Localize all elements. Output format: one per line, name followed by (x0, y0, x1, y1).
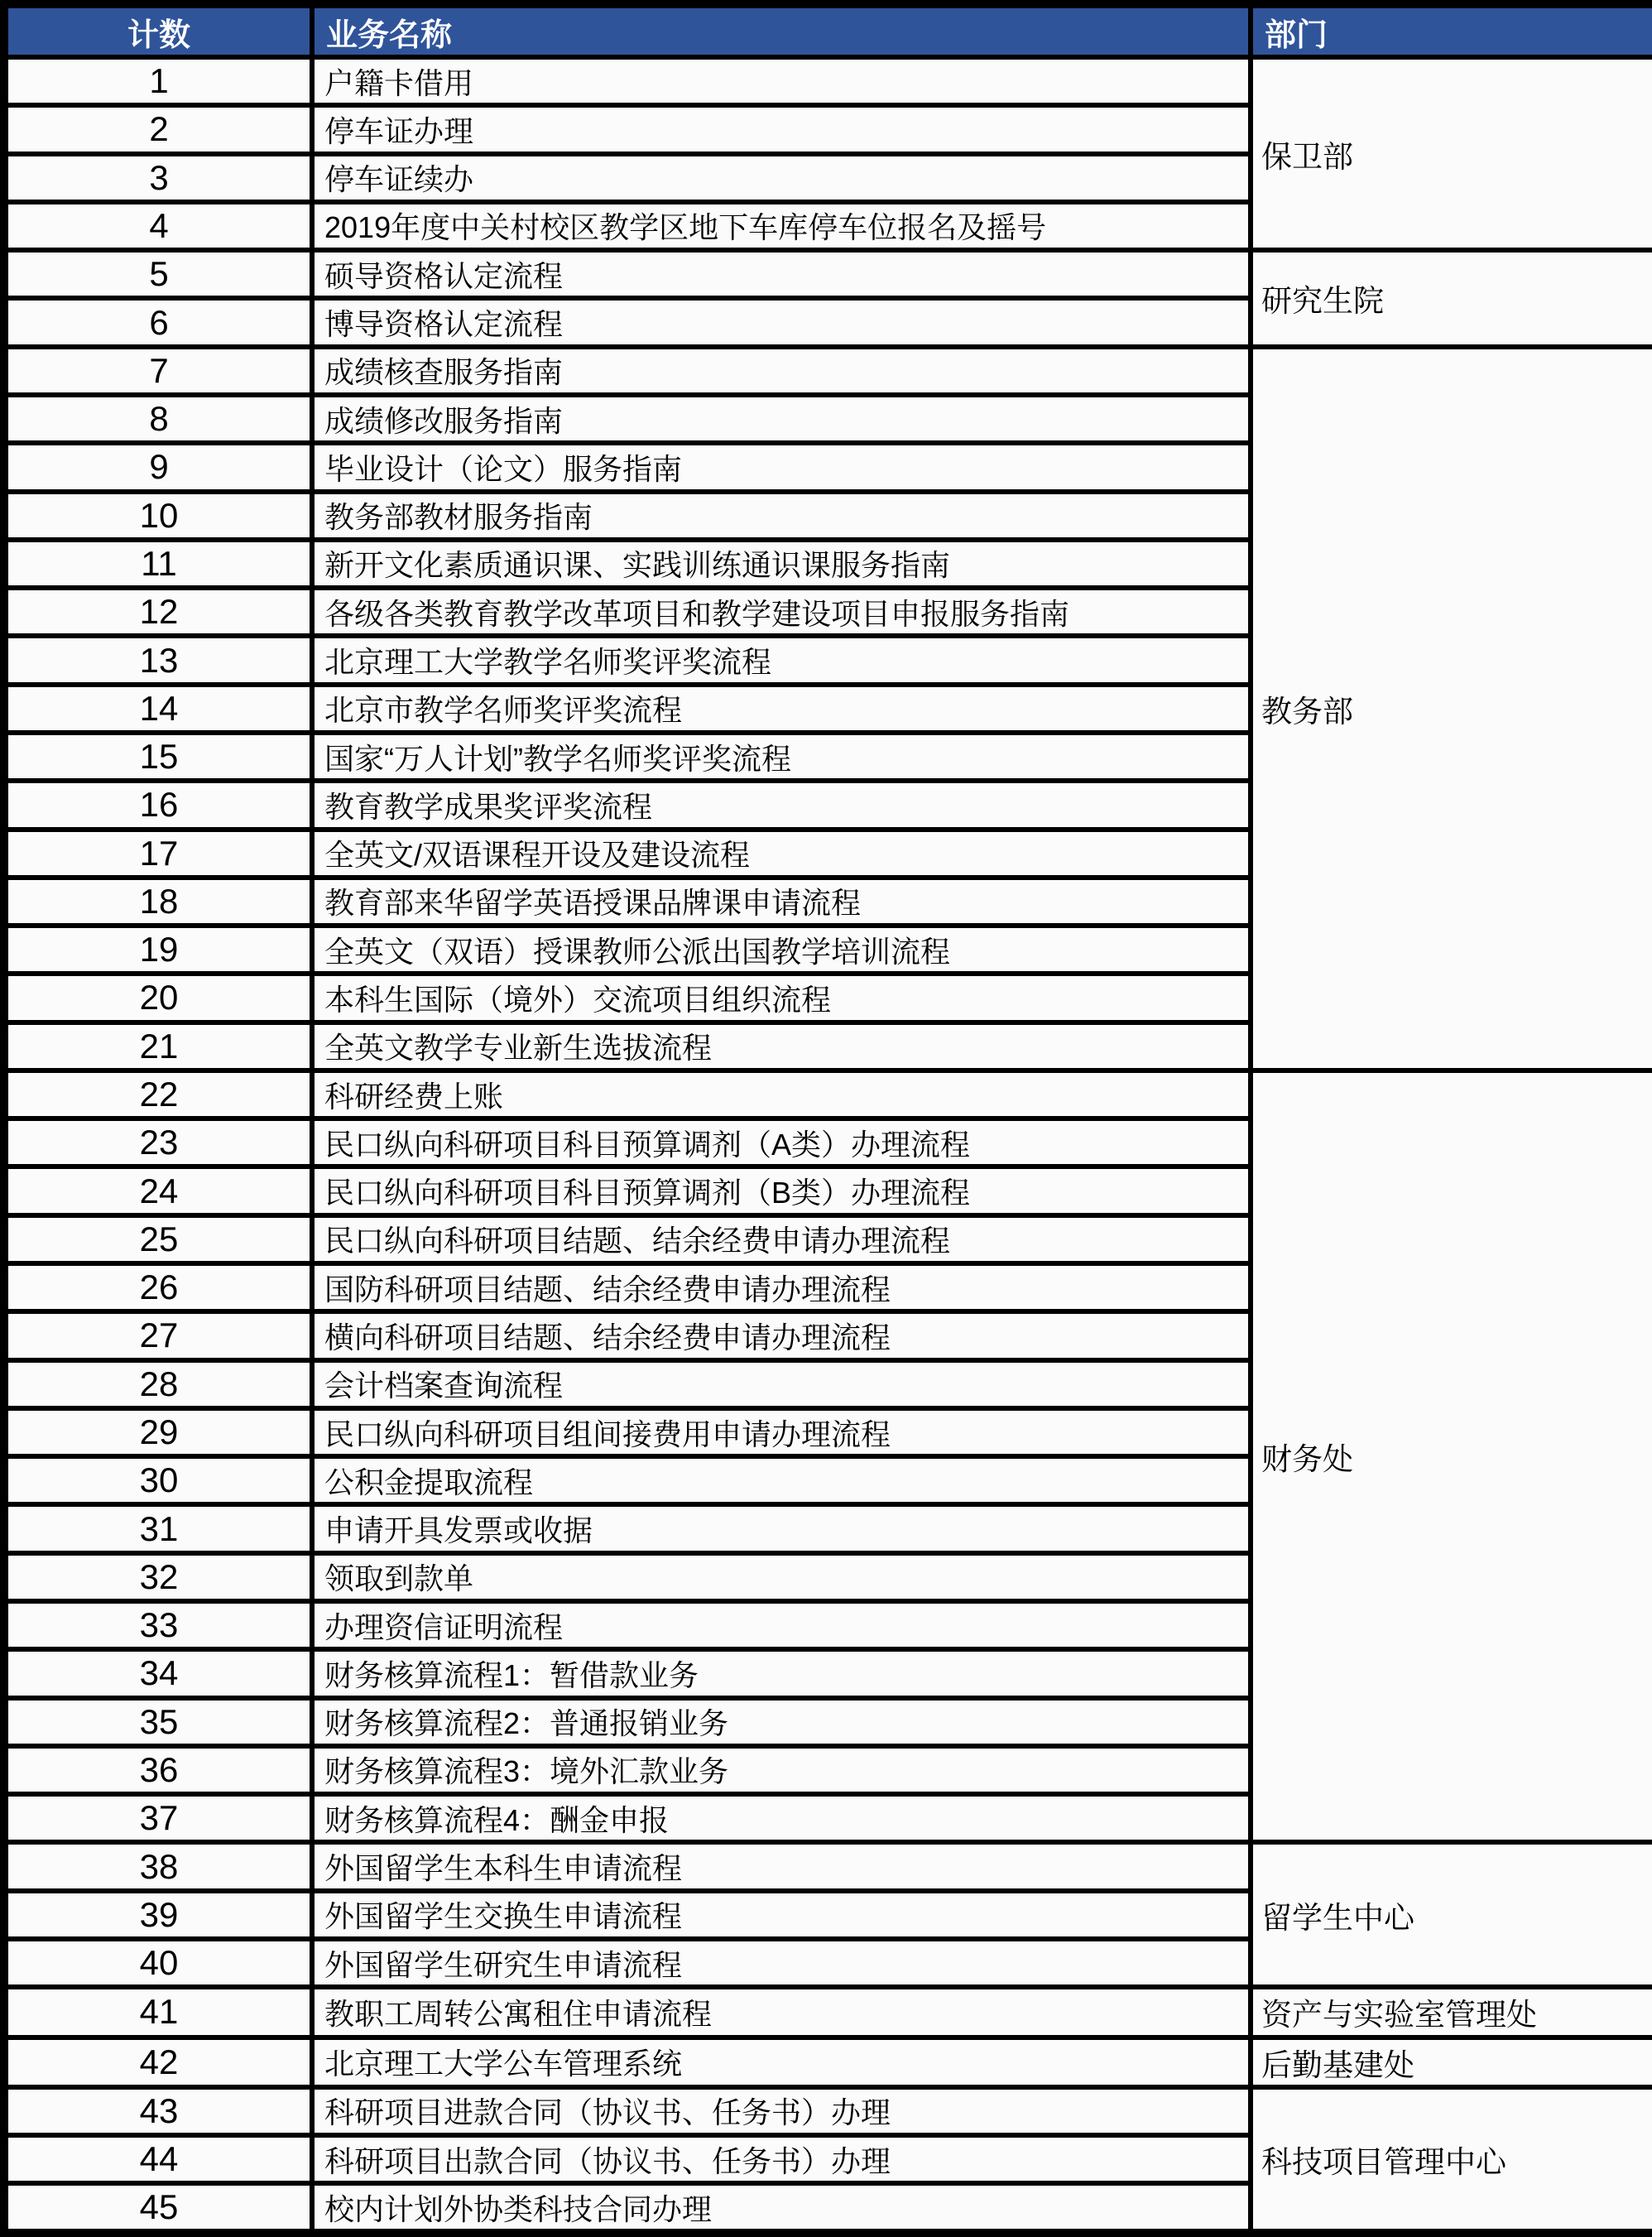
count-cell: 38 (4, 1842, 312, 1890)
service-name-cell: 新开文化素质通识课、实践训练通识课服务指南 (312, 540, 1251, 588)
service-name-cell: 硕导资格认定流程 (312, 250, 1251, 298)
count-cell: 22 (4, 1070, 312, 1118)
service-name-cell: 2019年度中关村校区教学区地下车库停车位报名及摇号 (312, 202, 1251, 250)
service-name-cell: 博导资格认定流程 (312, 298, 1251, 346)
count-cell: 26 (4, 1263, 312, 1311)
department-cell: 财务处 (1251, 1070, 1652, 1843)
count-cell: 41 (4, 1987, 312, 2037)
service-name-cell: 横向科研项目结题、结余经费申请办理流程 (312, 1311, 1251, 1359)
service-name-cell: 领取到款单 (312, 1553, 1251, 1601)
table-row (4, 1987, 1652, 2037)
service-name-cell: 国防科研项目结题、结余经费申请办理流程 (312, 1263, 1251, 1311)
service-name-cell: 毕业设计（论文）服务指南 (312, 443, 1251, 491)
count-cell: 12 (4, 588, 312, 636)
count-cell: 21 (4, 1022, 312, 1070)
table-row (4, 250, 1652, 298)
department-cell: 资产与实验室管理处 (1251, 1987, 1652, 2037)
service-name-cell: 北京理工大学公车管理系统 (312, 2037, 1251, 2087)
service-name-cell: 财务核算流程1：暂借款业务 (312, 1649, 1251, 1697)
count-cell: 44 (4, 2135, 312, 2183)
service-name-cell: 停车证续办 (312, 154, 1251, 202)
service-table-body (4, 57, 1652, 2233)
service-name-cell: 教育部来华留学英语授课品牌课申请流程 (312, 878, 1251, 926)
count-cell: 33 (4, 1601, 312, 1649)
count-cell: 37 (4, 1794, 312, 1842)
department-cell: 教务部 (1251, 347, 1652, 1070)
table-row (4, 347, 1652, 395)
count-cell: 17 (4, 830, 312, 878)
header-count: 计数 (4, 4, 312, 57)
service-name-cell: 申请开具发票或收据 (312, 1504, 1251, 1552)
table-row (4, 2037, 1652, 2087)
count-cell: 20 (4, 974, 312, 1022)
count-cell: 6 (4, 298, 312, 346)
service-name-cell: 停车证办理 (312, 105, 1251, 153)
count-cell: 16 (4, 781, 312, 829)
service-name-cell: 教育教学成果奖评奖流程 (312, 781, 1251, 829)
count-cell: 27 (4, 1311, 312, 1359)
count-cell: 23 (4, 1118, 312, 1167)
service-name-cell: 民口纵向科研项目结题、结余经费申请办理流程 (312, 1215, 1251, 1263)
count-cell: 8 (4, 395, 312, 443)
count-cell: 43 (4, 2087, 312, 2135)
count-cell: 45 (4, 2183, 312, 2233)
service-name-cell: 本科生国际（境外）交流项目组织流程 (312, 974, 1251, 1022)
service-name-cell: 成绩核查服务指南 (312, 347, 1251, 395)
count-cell: 18 (4, 878, 312, 926)
service-name-cell: 科研经费上账 (312, 1070, 1251, 1118)
service-name-cell: 财务核算流程3：境外汇款业务 (312, 1746, 1251, 1794)
department-cell: 研究生院 (1251, 250, 1652, 347)
service-name-cell: 民口纵向科研项目科目预算调剂（A类）办理流程 (312, 1118, 1251, 1167)
department-cell: 保卫部 (1251, 57, 1652, 250)
count-cell: 9 (4, 443, 312, 491)
count-cell: 24 (4, 1167, 312, 1215)
count-cell: 32 (4, 1553, 312, 1601)
table-row (4, 1842, 1652, 1890)
service-name-cell: 户籍卡借用 (312, 57, 1251, 105)
department-cell: 科技项目管理中心 (1251, 2087, 1652, 2233)
count-cell: 10 (4, 492, 312, 540)
table-row (4, 1070, 1652, 1118)
service-name-cell: 科研项目出款合同（协议书、任务书）办理 (312, 2135, 1251, 2183)
service-name-cell: 各级各类教育教学改革项目和教学建设项目申报服务指南 (312, 588, 1251, 636)
count-cell: 28 (4, 1360, 312, 1408)
service-name-cell: 外国留学生本科生申请流程 (312, 1842, 1251, 1890)
count-cell: 7 (4, 347, 312, 395)
count-cell: 3 (4, 154, 312, 202)
count-cell: 30 (4, 1456, 312, 1504)
count-cell: 5 (4, 250, 312, 298)
service-name-cell: 民口纵向科研项目组间接费用申请办理流程 (312, 1408, 1251, 1456)
count-cell: 25 (4, 1215, 312, 1263)
table-row (4, 2087, 1652, 2135)
count-cell: 40 (4, 1939, 312, 1987)
count-cell: 34 (4, 1649, 312, 1697)
service-name-cell: 教务部教材服务指南 (312, 492, 1251, 540)
service-name-cell: 公积金提取流程 (312, 1456, 1251, 1504)
count-cell: 2 (4, 105, 312, 153)
count-cell: 31 (4, 1504, 312, 1552)
department-cell: 后勤基建处 (1251, 2037, 1652, 2087)
service-name-cell: 民口纵向科研项目科目预算调剂（B类）办理流程 (312, 1167, 1251, 1215)
header-row (4, 4, 1652, 57)
service-name-cell: 北京理工大学教学名师奖评奖流程 (312, 636, 1251, 684)
header-service-name: 业务名称 (312, 4, 1251, 57)
count-cell: 42 (4, 2037, 312, 2087)
service-name-cell: 全英文/双语课程开设及建设流程 (312, 830, 1251, 878)
service-name-cell: 北京市教学名师奖评奖流程 (312, 685, 1251, 733)
service-name-cell: 会计档案查询流程 (312, 1360, 1251, 1408)
count-cell: 29 (4, 1408, 312, 1456)
count-cell: 36 (4, 1746, 312, 1794)
service-name-cell: 科研项目进款合同（协议书、任务书）办理 (312, 2087, 1251, 2135)
count-cell: 1 (4, 57, 312, 105)
header-department: 部门 (1251, 4, 1652, 57)
count-cell: 15 (4, 733, 312, 781)
service-name-cell: 校内计划外协类科技合同办理 (312, 2183, 1251, 2233)
department-cell: 留学生中心 (1251, 1842, 1652, 1987)
service-name-cell: 成绩修改服务指南 (312, 395, 1251, 443)
count-cell: 35 (4, 1698, 312, 1746)
service-name-cell: 外国留学生研究生申请流程 (312, 1939, 1251, 1987)
service-name-cell: 财务核算流程4：酬金申报 (312, 1794, 1251, 1842)
service-name-cell: 财务核算流程2：普通报销业务 (312, 1698, 1251, 1746)
table-row (4, 57, 1652, 105)
count-cell: 13 (4, 636, 312, 684)
count-cell: 14 (4, 685, 312, 733)
service-name-cell: 办理资信证明流程 (312, 1601, 1251, 1649)
count-cell: 11 (4, 540, 312, 588)
service-name-cell: 国家“万人计划”教学名师奖评奖流程 (312, 733, 1251, 781)
service-name-cell: 全英文（双语）授课教师公派出国教学培训流程 (312, 926, 1251, 974)
count-cell: 4 (4, 202, 312, 250)
count-cell: 39 (4, 1891, 312, 1939)
service-name-cell: 全英文教学专业新生选拔流程 (312, 1022, 1251, 1070)
table-header (4, 4, 1652, 57)
count-cell: 19 (4, 926, 312, 974)
service-name-cell: 教职工周转公寓租住申请流程 (312, 1987, 1251, 2037)
service-name-cell: 外国留学生交换生申请流程 (312, 1891, 1251, 1939)
